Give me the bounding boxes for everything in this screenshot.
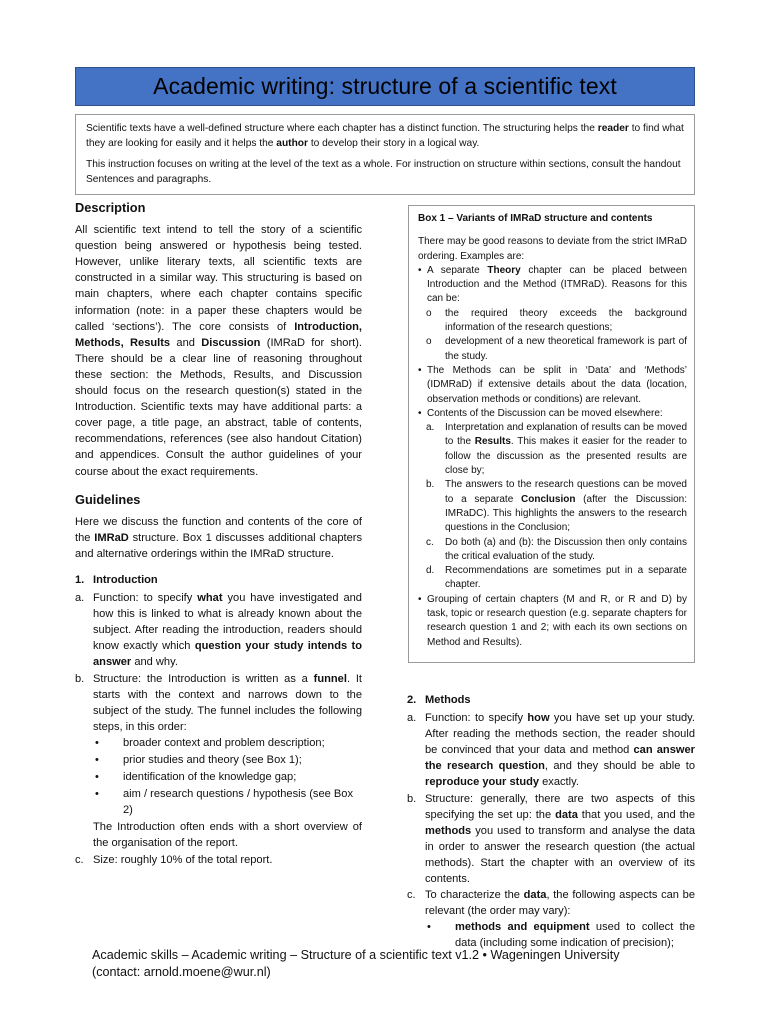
- box-1-title: Box 1 – Variants of IMRaD structure and contents: [418, 213, 653, 224]
- bullet-icon: •: [95, 771, 99, 784]
- list-item: • aim / research questions / hypothesis (see Box 2): [93, 786, 362, 818]
- intro-paragraph-1: Scientific texts have a well-defined structure where each chapter has a distinct function. The structuring helps the reader to find what they are looking for easily and it helps the author to develop their story in a logical way.: [86, 123, 684, 149]
- introduction-closing-note: The Introduction often ends with a short overview of the organisation of the report.: [93, 821, 362, 850]
- box-1-item-methods: • The Methods can be split in ‘Data’ and ‘Methods’ (IDMRaD) if extensive details about the data (location, observation methods or conditions) are relevant.: [418, 364, 687, 407]
- bullet-icon: •: [95, 788, 99, 801]
- methods-heading: 2. Methods: [407, 694, 471, 706]
- circle-bullet-icon: o: [426, 307, 432, 319]
- box-1-subitem: o development of a new theoretical framework is part of the study.: [418, 335, 687, 364]
- box-1-item-grouping: • Grouping of certain chapters (M and R, or R and D) by task, topic or research question (e.g. separate chapters for research question 1 and 2; with each its own sections on Method and Results).: [418, 593, 687, 650]
- right-column: [407, 688, 695, 953]
- bullet-icon: •: [95, 736, 99, 749]
- box-1-subitem: c. Do both (a) and (b): the Discussion then only contains the critical evaluation of the study.: [426, 536, 687, 562]
- introduction-item-c: c. Size: roughly 10% of the total report.: [75, 853, 273, 866]
- funnel-steps-list: [93, 735, 362, 818]
- box-1-variants: [408, 205, 695, 663]
- bullet-icon: •: [95, 754, 99, 766]
- list-item: • broader context and problem description;: [93, 735, 362, 751]
- list-item: • methods and equipment used to collect the data (including some indication of precision);: [425, 919, 695, 951]
- intro-paragraph-2: This instruction focuses on writing at the level of the text as a whole. For instruction on structure within sections, consult the handout Sentences and paragraphs.: [86, 159, 681, 185]
- introduction-heading: 1. Introduction: [75, 573, 158, 586]
- footer-contact: (contact: arnold.moene@wur.nl): [92, 964, 271, 979]
- list-item: • prior studies and theory (see Box 1);: [93, 752, 362, 768]
- circle-bullet-icon: o: [426, 336, 432, 348]
- page-title: Academic writing: structure of a scientific text: [153, 73, 617, 99]
- description-paragraph: All scientific text intend to tell the story of a scientific question being answered or hypothesis being tested. However, unlike literary texts, all scientific texts are constructed in a similar way. This structuring is based on main chapters, where each chapter contains specific information (note: in a paper these chapters would be called ‘sections’). The core consists of Introduction, Methods, Results and Discussion (IMRaD for short). There should be a clear line of reasoning throughout these section: the Methods, Results, and Discussion should focus on the research question(s) stated in the Introduction. Scientific texts may have additional parts: a cover page, a title page, an abstract, table of contents, recommendations, references (see also handout Citation) and appendices. Consult the author guidelines of your course about the exact requirements.: [75, 224, 362, 478]
- introduction-item-b: b. Structure: the Introduction is written as a funnel. It starts with the context and narrows down to the subject of the study. The funnel includes the following steps, in this order: • broader context and problem description; • prior studies and theory (see Box 1); • identification of the knowledge gap; • aim / research questions / hypothesis (see Box 2) The Introduction often ends with a short overview of the organisation of the report.: [75, 672, 362, 850]
- description-heading: Description: [75, 200, 146, 215]
- bullet-icon: •: [418, 364, 422, 376]
- left-column: [75, 198, 362, 868]
- box-1-subitem: d. Recommendations are sometimes put in a separate chapter.: [426, 565, 687, 591]
- methods-item-a: a. Function: to specify how you have set up your study. After reading the methods section, the reader should be convinced that your data and method can answer the research question, and they should be able to reproduce your study exactly.: [407, 712, 695, 789]
- introduction-item-a: a. Function: to specify what you have investigated and how this is linked to what is already known about the subject. After reading the introduction, readers should know exactly which question your study intends to answer and why.: [75, 592, 362, 669]
- guidelines-heading: Guidelines: [75, 491, 141, 507]
- bullet-icon: •: [418, 407, 422, 419]
- title-banner: [75, 67, 695, 106]
- methods-item-c: c. To characterize the data, the following aspects can be relevant (the order may vary): • methods and equipment used to collect the data (including some indication of precision);: [407, 887, 695, 952]
- bullet-icon: •: [418, 593, 422, 605]
- bullet-icon: •: [427, 921, 431, 934]
- footer-line-1: Academic skills – Academic writing – Structure of a scientific text v1.2 • Wageningen University: [92, 948, 620, 962]
- page-footer: [92, 947, 692, 980]
- guidelines-paragraph: Here we discuss the function and contents of the core of the IMRaD structure. Box 1 discusses additional chapters and alternative orderings within the IMRaD structure.: [75, 515, 362, 560]
- box-1-item-theory: • A separate Theory chapter can be placed between Introduction and the Method (ITMRaD). Reasons for this can be:: [418, 264, 687, 307]
- box-1-subitem: o the required theory exceeds the background information of the research questions;: [418, 307, 687, 336]
- methods-item-b: b. Structure: generally, there are two aspects of this specifying the set up: the data that you used, and the methods you used to transform and analyse the data in order to answer the research question (the actual methods). Start the chapter with an overview of its contents.: [407, 792, 695, 886]
- bullet-icon: •: [418, 264, 422, 276]
- box-1-subitem: b. The answers to the research questions can be moved to a separate Conclusion (after the Discussion: IMRaDC). This highlights the answers to the research questions in the Conclusion;: [426, 479, 687, 534]
- intro-box: [75, 114, 695, 195]
- box-1-lead: There may be good reasons to deviate from the strict IMRaD ordering. Examples are:: [418, 236, 687, 262]
- box-1-subitem: a. Interpretation and explanation of results can be moved to the Results. This makes it easier for the reader to follow the discussion as the presented results are close by;: [426, 422, 687, 477]
- box-1-item-discussion: • Contents of the Discussion can be moved elsewhere:: [418, 407, 687, 421]
- list-item: • identification of the knowledge gap;: [93, 769, 362, 785]
